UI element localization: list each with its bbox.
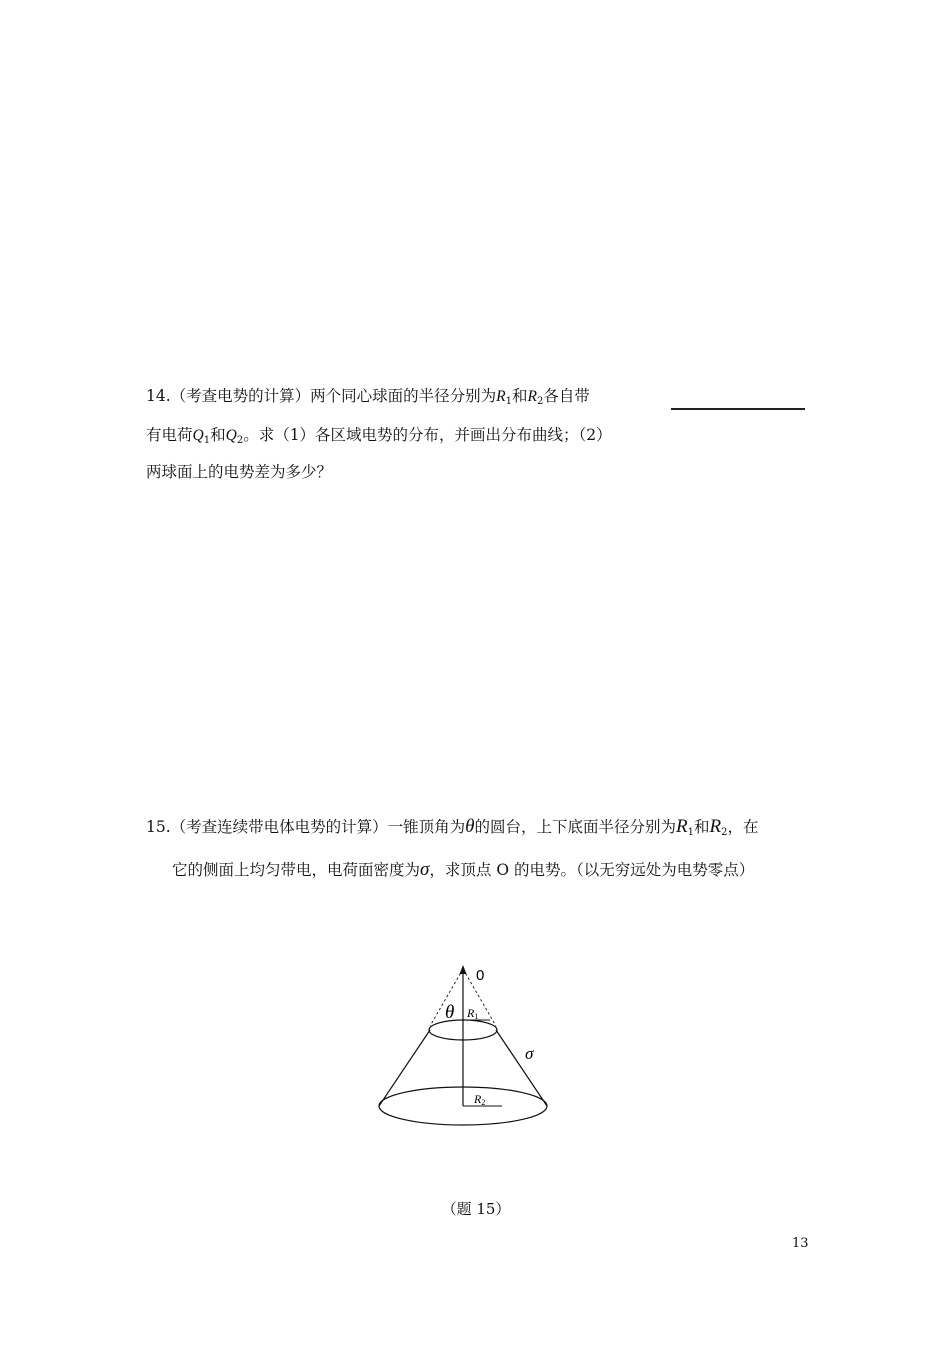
cone-side-right <box>496 1030 547 1106</box>
theta-label: θ <box>445 1002 455 1023</box>
page-number: 13 <box>792 1236 809 1251</box>
cone-side-left <box>379 1030 430 1106</box>
answer-blank-line <box>671 408 805 410</box>
truncated-cone-figure <box>370 960 570 1140</box>
apex-label: 0 <box>476 967 485 984</box>
r1-label: R1 <box>467 1006 479 1021</box>
q14-line-1: 14.（考查电势的计算）两个同心球面的半径分别为$R_1$和$R_2$各自带 <box>146 387 590 407</box>
q14-line-2: 有电荷$Q_1$和$Q_2$。求（1）各区域电势的分布，并画出分布曲线；（2） <box>146 426 612 446</box>
sigma-label: σ <box>525 1044 534 1063</box>
q14-line-3: 两球面上的电势差为多少？ <box>146 463 333 481</box>
q15-line-2: 它的侧面上均匀带电，电荷面密度为σ，求顶点 O 的电势。（以无穷远处为电势零点） <box>172 859 755 880</box>
q15-line-1: 15.（考查连续带电体电势的计算）一锥顶角为θ的圆台，上下底面半径分别为$R_1$和$R_2$，在 <box>146 816 759 838</box>
figure-caption: （题 15） <box>441 1200 511 1218</box>
r2-label: R2 <box>474 1092 486 1107</box>
